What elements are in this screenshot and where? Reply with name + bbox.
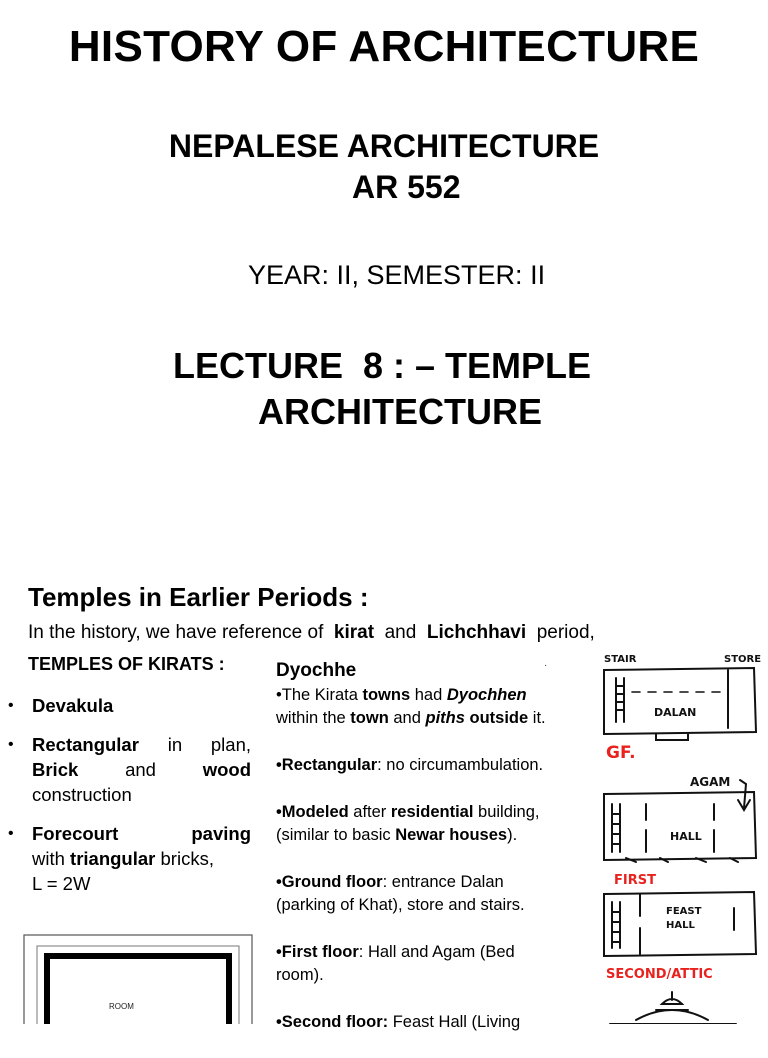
sketch-gf-outline (604, 668, 756, 734)
p1-towns: towns (362, 686, 411, 704)
dyochhe-para-first (276, 941, 594, 987)
lecture-title-line2: ARCHITECTURE (258, 391, 542, 432)
stray-dot: · (544, 660, 548, 671)
b2-rect: Rectangular (32, 734, 139, 755)
bullet-devakula (8, 693, 251, 718)
b2-wood: wood (202, 759, 252, 780)
sketch-store-label: STORE (724, 654, 762, 665)
dyochhe-floor-sketches (596, 648, 768, 1024)
p6-bold: •Second floor: (276, 1013, 389, 1031)
b2-construction: construction (32, 784, 132, 805)
dyochhe-para-rectangular (276, 754, 594, 777)
sketch-feast-hall-label: HALL (666, 920, 695, 931)
p1-dyochhen: Dyochhen (446, 686, 527, 704)
p3-d: ). (507, 826, 518, 844)
main-title: HISTORY OF ARCHITECTURE (68, 22, 700, 71)
sketch-gf-label: GF. (606, 743, 636, 763)
intro-lichchhavi: Lichchhavi (426, 622, 527, 643)
sketch-sf-stair (612, 902, 620, 948)
sketch-ff-outline (604, 792, 756, 860)
p5-a: : Hall and Agam (Bed (358, 943, 515, 961)
intro-suffix: period, (526, 622, 595, 643)
sketch-second-floor (604, 892, 756, 982)
p3-c: (similar to basic (276, 826, 396, 844)
b3-paving: paving (191, 823, 251, 844)
p1-a: •The Kirata (276, 686, 363, 704)
dyochhe-column (276, 659, 594, 1058)
p4-b: (parking of Khat), store and stairs. (276, 896, 525, 914)
course-title: NEPALESE ARCHITECTURE (168, 128, 600, 164)
sketch-ff-walls (646, 804, 714, 852)
intro-line (28, 622, 595, 644)
sketch-ground-floor (604, 654, 761, 763)
sketch-second-attic-label: SECOND/ATTIC (606, 967, 713, 982)
kirat-bullet-list (8, 693, 251, 910)
p4-bold: •Ground floor (276, 873, 383, 891)
p1-outside: outside (464, 709, 529, 727)
p5-b: room). (276, 966, 324, 984)
sketch-stair-label: STAIR (604, 654, 637, 665)
sketch-dalan-label: DALAN (654, 706, 697, 719)
p3-b: building, (473, 803, 540, 821)
sketch-hall-label: HALL (670, 830, 702, 843)
intro-text: In the history, we have reference of (28, 622, 334, 643)
b2-and: and (125, 759, 156, 780)
bullet-forecourt-line1 (32, 821, 251, 846)
p1-b: had (410, 686, 447, 704)
p1-e: it. (528, 709, 546, 727)
section-heading: Temples in Earlier Periods : (28, 582, 369, 612)
p3-bold: •Modeled (276, 803, 349, 821)
b2-in-plan: in plan, (138, 734, 251, 755)
bullet-devakula-text: Devakula (32, 695, 114, 716)
b2-brick: Brick (32, 759, 79, 780)
sketch-agam-label: AGAM (690, 775, 731, 789)
p5-bold: •First floor (276, 943, 359, 961)
b3-with: with (32, 848, 71, 869)
dyochhe-para-ground (276, 871, 594, 917)
course-code: AR 552 (352, 169, 461, 205)
dyochhe-heading: Dyochhe (276, 660, 357, 681)
sketch-agam-arrow (738, 780, 750, 810)
bullet-rect-line2 (32, 757, 251, 782)
sketch-ff-stair (612, 804, 620, 852)
p2-bold: •Rectangular (276, 756, 378, 774)
p2-rest: : no circumambulation. (377, 756, 544, 774)
kirat-temples-heading: TEMPLES OF KIRATS : (28, 654, 225, 674)
dyochhe-para-towns (276, 684, 594, 730)
p3-residential: residential (390, 803, 474, 821)
room-plan-diagram (23, 934, 253, 1024)
b3-formula: L = 2W (32, 873, 91, 894)
sketch-pinnacle (662, 992, 682, 1004)
sketch-roof (610, 1010, 736, 1024)
bullet-rect-line1 (32, 732, 251, 757)
b3-triangular: triangular (70, 848, 156, 869)
p1-c: within the (276, 709, 351, 727)
dyochhe-para-second (276, 1011, 594, 1034)
plan-room-wall (47, 956, 229, 1024)
lecture-title-line1: LECTURE 8 : – TEMPLE (173, 345, 592, 386)
p1-d: and (388, 709, 426, 727)
sketch-roof-pinnacle (610, 992, 736, 1024)
sketch-gf-entrance (656, 734, 688, 740)
b3-forecourt: Forecourt (32, 823, 119, 844)
p1-town: town (350, 709, 389, 727)
plan-outer-wall (24, 935, 252, 1024)
plan-room-label: ROOM (109, 1002, 134, 1011)
p4-a: : entrance Dalan (382, 873, 504, 891)
sketch-feast-label: FEAST (666, 906, 702, 917)
p3-newar: Newar houses (395, 826, 508, 844)
b3-bricks: bricks, (155, 848, 214, 869)
p1-piths: piths (425, 709, 465, 727)
intro-kirat: kirat (333, 622, 375, 643)
sketch-first-floor (604, 775, 756, 888)
sketch-first-label: FIRST (614, 873, 656, 888)
year-semester: YEAR: II, SEMESTER: II (248, 260, 546, 290)
p3-a: after (348, 803, 391, 821)
dyochhe-para-modeled (276, 801, 594, 847)
bullet-forecourt-line2 (32, 848, 214, 869)
sketch-gf-stair (616, 678, 624, 722)
bullet-rectangular (8, 732, 251, 807)
p6-a: Feast Hall (Living (388, 1013, 521, 1031)
bullet-forecourt (8, 821, 251, 896)
intro-and: and (374, 622, 427, 643)
